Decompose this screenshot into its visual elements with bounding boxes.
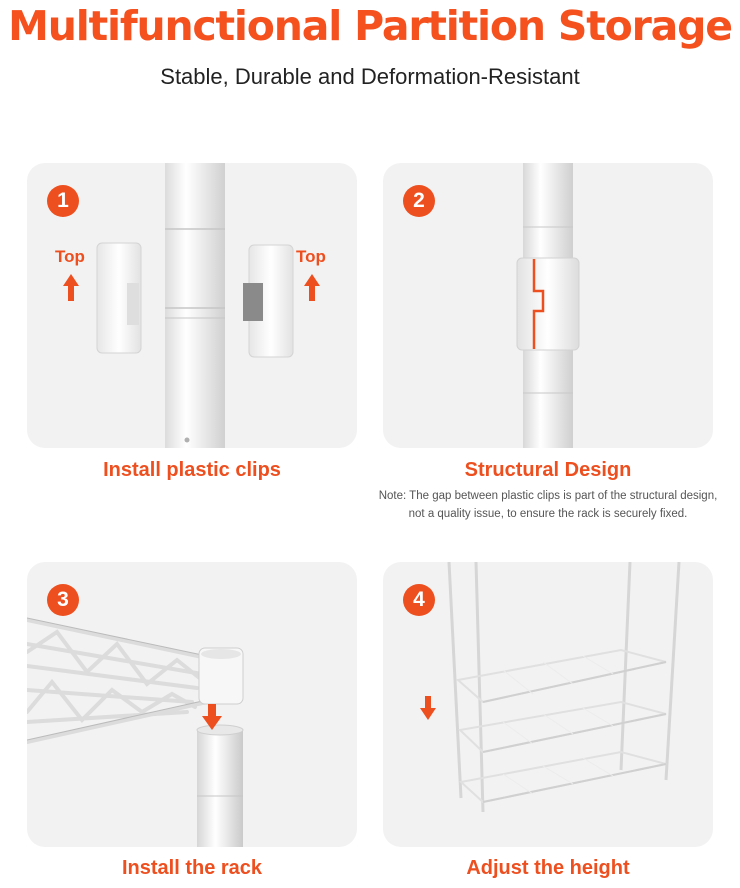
up-arrow-icon — [304, 274, 320, 301]
top-label-left: Top — [55, 247, 85, 266]
step-number-badge: 1 — [47, 185, 79, 217]
page-title: Multifunctional Partition Storage — [8, 2, 732, 50]
structural-note — [358, 487, 738, 523]
step-1-caption: Install plastic clips — [103, 459, 281, 481]
down-arrow-icon — [420, 696, 436, 720]
step-4-caption: Adjust the height — [466, 857, 630, 879]
step-number-badge: 2 — [403, 185, 435, 217]
top-label-right: Top — [296, 247, 326, 266]
page-subtitle: Stable, Durable and Deformation-Resistant — [160, 64, 580, 89]
note-line-2: not a quality issue, to ensure the rack is securely fixed. — [408, 508, 688, 520]
step-number-badge: 4 — [403, 584, 435, 616]
step-3-caption: Install the rack — [121, 857, 263, 879]
step-number-badge: 3 — [47, 584, 79, 616]
step-2-panel — [383, 163, 713, 448]
up-arrow-icon — [63, 274, 79, 301]
step-2-caption: Structural Design — [464, 459, 632, 481]
step-4-panel — [383, 562, 713, 847]
step-3-panel — [27, 562, 357, 847]
note-line-1: Note: The gap between plastic clips is part of the structural design, — [378, 490, 718, 502]
step-1-panel — [27, 163, 357, 448]
